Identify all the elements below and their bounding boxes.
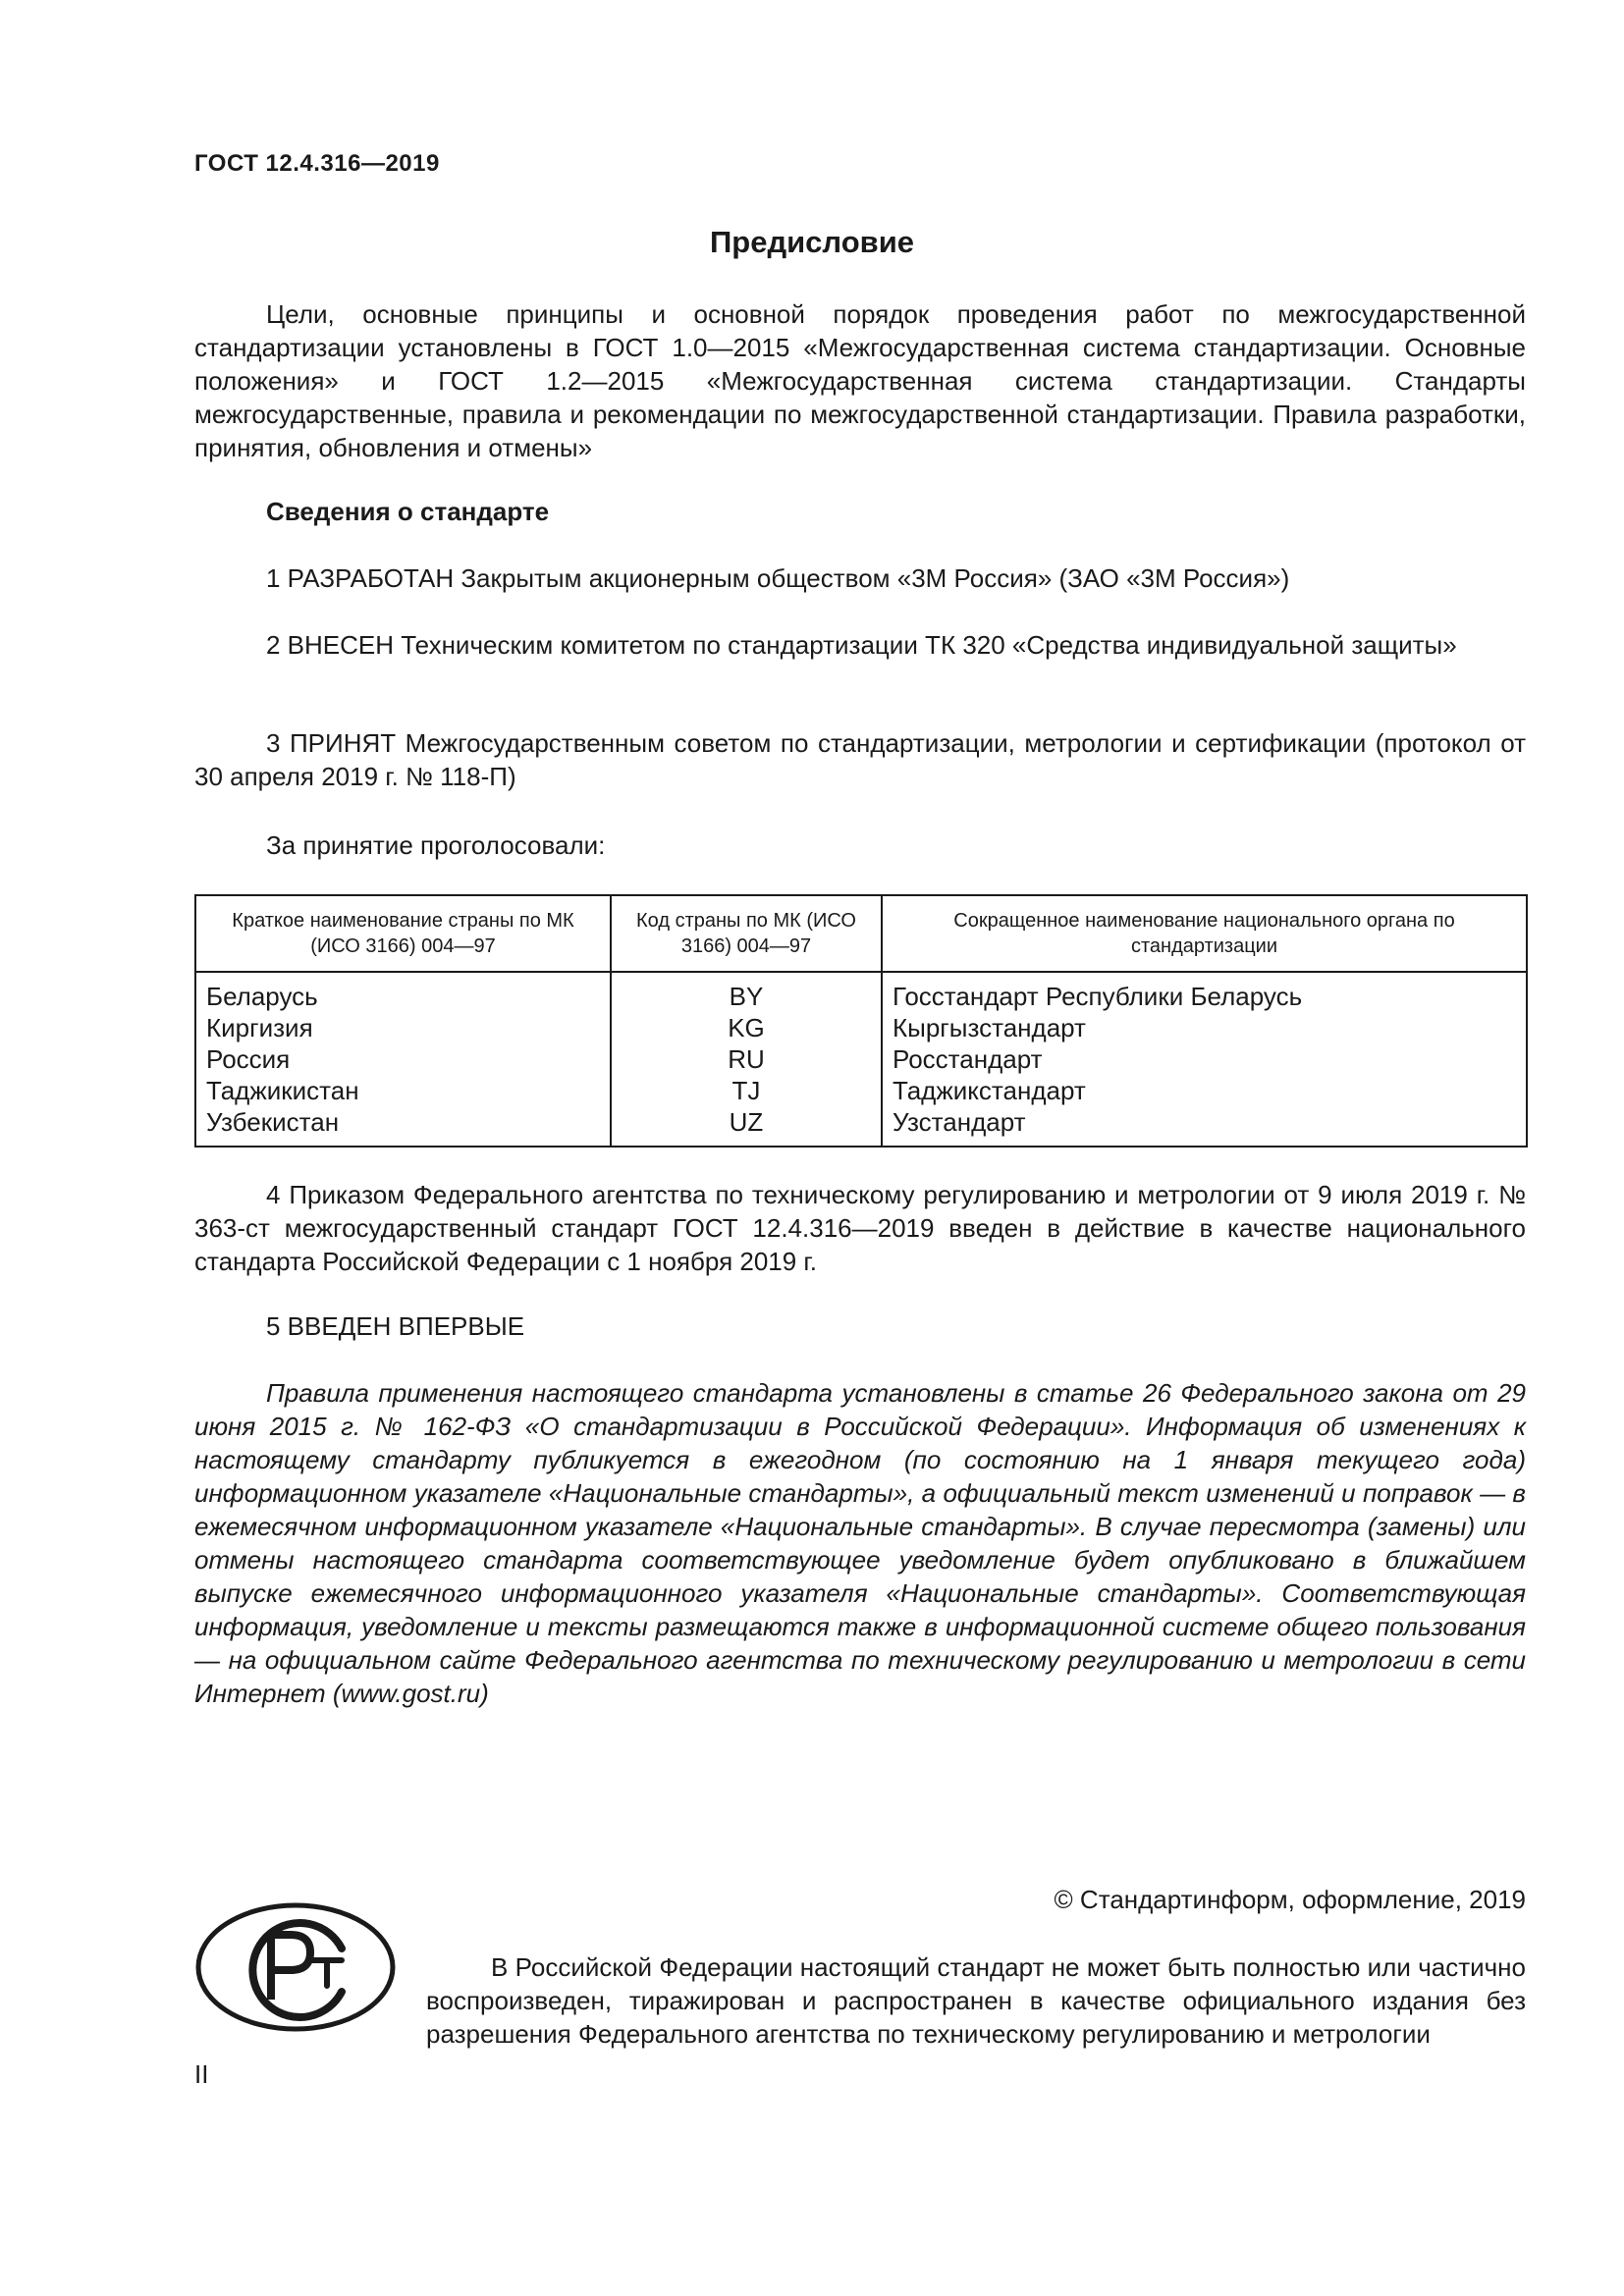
code-cell: BY — [611, 972, 882, 1012]
column-header-country: Краткое наименование страны по МК (ИСО 3166) 004—97 — [195, 895, 611, 972]
column-header-body: Сокращенное наименование национального органа по стандартизации — [882, 895, 1527, 972]
voting-table — [194, 894, 1528, 1148]
table-header-row — [195, 895, 1527, 972]
item-order: 4 Приказом Федерального агентства по техническому регулированию и метрологии от 9 июля 2019 г. № 363-ст межгосударственный стандарт ГОСТ 12.4.316—2019 введен в действие в качестве национального стандарта Российской Федерации с 1 ноября 2019 г. — [194, 1180, 1526, 1276]
item-introduced: 2 ВНЕСЕН Техническим комитетом по стандартизации ТК 320 «Средства индивидуальной защиты» — [266, 630, 1457, 660]
voted-label: За принятие проголосовали: — [266, 830, 606, 860]
country-cell: Киргизия — [195, 1012, 611, 1043]
info-heading: Сведения о стандарте — [266, 497, 550, 526]
table-row — [195, 1106, 1527, 1147]
page-number: II — [194, 2059, 209, 2089]
copyright-line: © Стандартинформ, оформление, 2019 — [1054, 1885, 1526, 1914]
body-cell: Узстандарт — [893, 1107, 1026, 1137]
country-cell: Узбекистан — [195, 1106, 611, 1147]
reproduction-notice: В Российской Федерации настоящий стандарт не может быть полностью или частично воспроизведен, тиражирован и распространен в качестве официального издания без разрешения Федерального агентства по техническому регулированию и метрологии — [426, 1952, 1526, 2049]
table-row — [195, 972, 1527, 1012]
document-id-header: ГОСТ 12.4.316—2019 — [194, 150, 440, 177]
body-cell: Таджикстандарт — [893, 1076, 1086, 1105]
country-cell: Россия — [195, 1043, 611, 1075]
rules-note: Правила применения настоящего стандарта установлены в статье 26 Федерального закона от 29 июня 2015 г. № 162-ФЗ «О стандартизации в Российской Федерации». Информация об изменениях к настоящему стандарту публикуется в ежегодном (по состоянию на 1 января текущего года) информационном указателе «Национальные стандарты», а официальный текст изменений и поправок — в ежемесячном информационном указателе «Национальные стандарты». В случае пересмотра (замены) или отмены настоящего стандарта соответствующее уведомление будет опубликовано в ближайшем выпуске ежемесячного информационного указателя «Национальные стандарты». Соответствующая информация, уведомление и тексты размещаются также в информационной системе общего пользования — на официальном сайте Федерального агентства по техническому регулированию и метрологии в сети Интернет (www.gost.ru) — [194, 1378, 1526, 1708]
section-title: Предисловие — [709, 225, 914, 259]
country-cell: Таджикистан — [195, 1075, 611, 1106]
code-cell: RU — [611, 1043, 882, 1075]
code-cell: KG — [611, 1012, 882, 1043]
item-developed: 1 РАЗРАБОТАН Закрытым акционерным обществом «3М Россия» (ЗАО «3М Россия») — [266, 563, 1290, 593]
column-header-code: Код страны по МК (ИСО 3166) 004—97 — [611, 895, 882, 972]
item-adopted: 3 ПРИНЯТ Межгосударственным советом по стандартизации, метрологии и сертификации (протокол от 30 апреля 2019 г. № 118-П) — [194, 728, 1526, 791]
country-cell: Беларусь — [195, 972, 611, 1012]
body-cell: Росстандарт — [893, 1044, 1043, 1074]
table-row — [195, 1012, 1527, 1043]
body-cell: Кыргызстандарт — [893, 1013, 1086, 1042]
intro-paragraph: Цели, основные принципы и основной порядок проведения работ по межгосударственной стандартизации установлены в ГОСТ 1.0—2015 «Межгосударственная система стандартизации. Основные положения» и ГОСТ 1.2—2015 «Межгосударственная система стандартизации. Стандарты межгосударственные, правила и рекомендации по межгосударственной стандартизации. Правила разработки, принятия, обновления и отмены» — [194, 299, 1526, 462]
table-row — [195, 1075, 1527, 1106]
code-cell: UZ — [611, 1106, 882, 1147]
table-row — [195, 1043, 1527, 1075]
code-cell: TJ — [611, 1075, 882, 1106]
body-cell: Госстандарт Республики Беларусь — [893, 982, 1303, 1011]
pst-mark-icon — [194, 1901, 397, 2033]
item-first-introduced: 5 ВВЕДЕН ВПЕРВЫЕ — [266, 1311, 525, 1341]
